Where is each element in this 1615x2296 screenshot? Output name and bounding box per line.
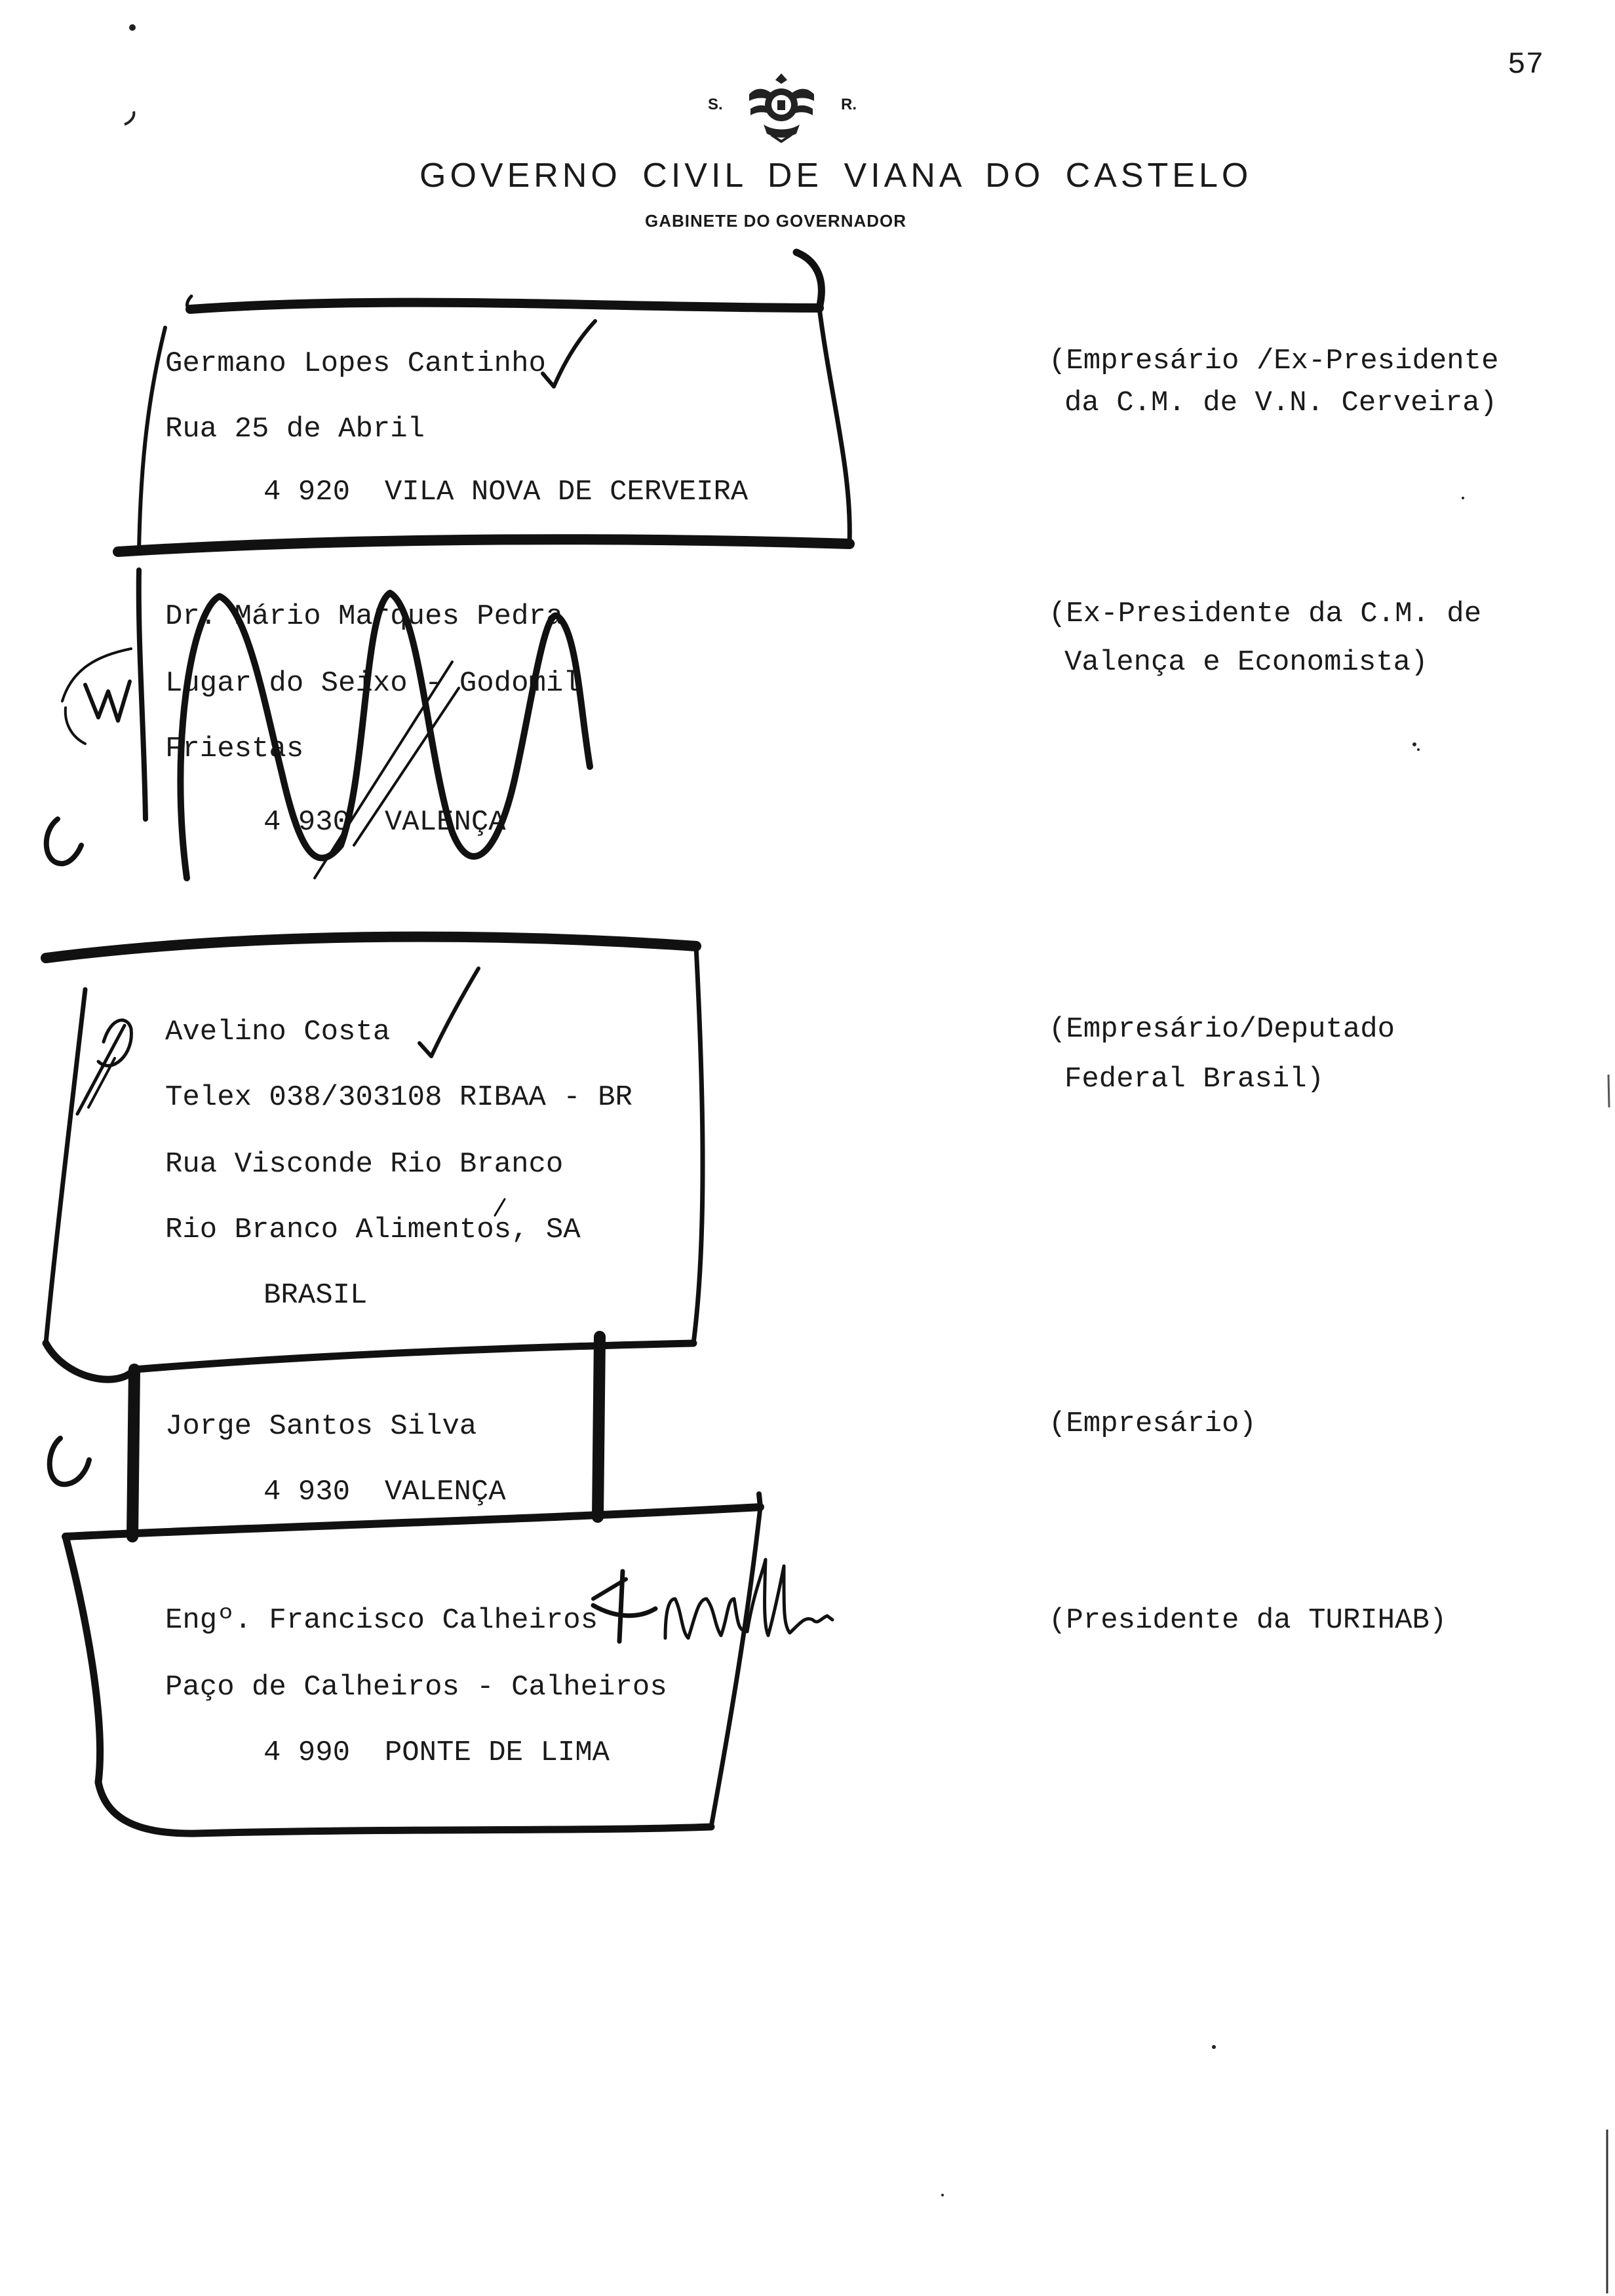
contact-country-line: BRASIL	[263, 1279, 368, 1312]
check-mark	[543, 321, 595, 387]
contact-postal-line: 4 930 VALENÇA	[263, 1476, 506, 1508]
seal-left-letter: S.	[708, 96, 723, 113]
contact-role-note: Federal Brasil)	[1064, 1063, 1325, 1096]
hand-drawn-box	[46, 1343, 693, 1379]
hand-drawn-box	[46, 937, 696, 958]
hand-drawn-box	[819, 308, 849, 544]
contact-role-note: (Ex-Presidente da C.M. de	[1049, 598, 1482, 630]
hand-drawn-box	[711, 1507, 760, 1827]
contact-name: Germano Lopes Cantinho	[165, 347, 546, 380]
margin-mark	[47, 819, 81, 864]
seal-right-letter: R.	[841, 96, 857, 113]
scribble-strikeout	[139, 570, 146, 819]
margin-initial	[66, 708, 85, 744]
hand-drawn-box	[187, 296, 191, 309]
margin-initial	[98, 1020, 131, 1066]
letterhead-seal	[708, 71, 859, 143]
page-number: 57	[1508, 48, 1544, 82]
hand-drawn-box	[598, 1337, 600, 1517]
contact-name: Avelino Costa	[165, 1016, 391, 1048]
letterhead-subtitle: GABINETE DO GOVERNADOR	[645, 211, 907, 231]
contact-postal-line: 4 930 VALENÇA	[263, 806, 506, 839]
contact-address-line: Paço de Calheiros - Calheiros	[165, 1671, 667, 1704]
contact-role-note: (Empresário)	[1049, 1407, 1256, 1440]
contact-role-note: da C.M. de V.N. Cerveira)	[1064, 387, 1498, 419]
hand-drawn-box	[118, 539, 849, 552]
contact-address-line: Friestas	[165, 733, 304, 765]
hand-drawn-box	[693, 946, 703, 1343]
hand-drawn-box	[759, 1494, 760, 1507]
hand-drawn-box	[139, 328, 165, 552]
contact-address-line: Telex 038/303108 RIBAA - BR	[165, 1081, 632, 1114]
contact-role-note: (Presidente da TURIHAB)	[1049, 1604, 1447, 1637]
hand-drawn-box	[132, 1369, 134, 1537]
contact-name: Dr. Mário Marques Pedra	[165, 600, 564, 633]
contact-name: Jorge Santos Silva	[165, 1410, 477, 1443]
contact-address-line: Rua 25 de Abril	[165, 413, 425, 446]
hand-drawn-box	[190, 303, 819, 309]
contact-role-note: (Empresário/Deputado	[1049, 1013, 1395, 1046]
margin-initial	[88, 1058, 115, 1107]
margin-mark	[50, 1438, 89, 1484]
hand-drawn-box	[796, 252, 821, 308]
contact-role-note: (Empresário /Ex-Presidente	[1049, 345, 1499, 377]
contact-name: Engº. Francisco Calheiros	[165, 1604, 598, 1637]
hand-drawn-box	[46, 989, 85, 1343]
coat-of-arms-icon	[744, 71, 819, 143]
letterhead-title: GOVERNO CIVIL DE VIANA DO CASTELO	[419, 157, 1253, 195]
check-mark	[419, 968, 478, 1056]
handwritten-signature	[593, 1559, 832, 1641]
contact-postal-line: 4 920 VILA NOVA DE CERVEIRA	[263, 476, 749, 508]
margin-initial	[62, 649, 131, 701]
hand-drawn-box	[66, 1507, 760, 1537]
margin-initial	[85, 681, 130, 721]
contact-role-note: Valença e Economista)	[1064, 646, 1428, 679]
margin-initial	[77, 1025, 125, 1114]
contact-address-line: Lugar do Seixo - Godomil	[165, 667, 581, 700]
contact-address-line: Rua Visconde Rio Branco	[165, 1148, 564, 1181]
contact-address-line: Rio Branco Alimentos, SA	[165, 1214, 581, 1246]
contact-postal-line: 4 990 PONTE DE LIMA	[263, 1736, 610, 1769]
